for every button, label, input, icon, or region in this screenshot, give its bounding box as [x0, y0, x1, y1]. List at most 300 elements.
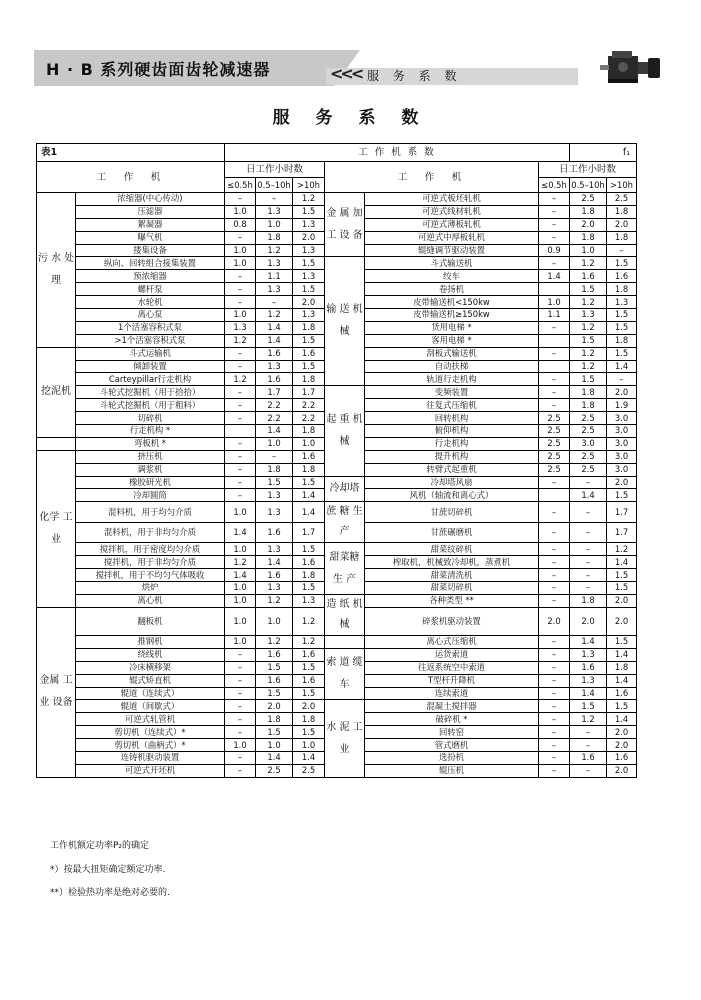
right-factor-long: 2.0 — [607, 739, 637, 752]
right-factor-mid: 1.5 — [570, 700, 607, 713]
left-factor-short: – — [225, 231, 256, 244]
right-factor-long: 1.5 — [607, 569, 637, 582]
left-machine-name: 橡胶研光机 — [76, 476, 225, 489]
left-factor-long: 1.3 — [293, 244, 325, 257]
right-factor-long: 3.0 — [607, 412, 637, 425]
table-row — [37, 193, 637, 206]
right-factor-short: – — [539, 700, 570, 713]
left-factor-long: 1.5 — [293, 476, 325, 489]
left-factor-long: 2.5 — [293, 764, 325, 777]
right-factor-mid: – — [570, 522, 607, 543]
left-factor-short: – — [225, 437, 256, 450]
left-factor-mid: 1.3 — [256, 257, 293, 270]
right-factor-long: 3.0 — [607, 450, 637, 463]
left-factor-short: 1.0 — [225, 205, 256, 218]
right-factor-short: – — [539, 661, 570, 674]
left-factor-short: – — [225, 764, 256, 777]
left-factor-mid: 1.0 — [256, 218, 293, 231]
left-factor-mid: 1.6 — [256, 569, 293, 582]
right-factor-long: 1.6 — [607, 751, 637, 764]
right-group-label: 索 道 缆 车 — [325, 648, 365, 700]
right-factor-short: – — [539, 751, 570, 764]
left-factor-mid: 1.3 — [256, 360, 293, 373]
left-factor-long: 1.5 — [293, 257, 325, 270]
right-machine-name: 甘蔗切碎机 — [365, 502, 539, 523]
right-factor-short: – — [539, 476, 570, 489]
right-factor-mid: – — [570, 726, 607, 739]
left-factor-long: 1.3 — [293, 270, 325, 283]
right-machine-name: 斗式输送机 — [365, 257, 539, 270]
left-factor-long: 1.8 — [293, 463, 325, 476]
left-factor-short: 1.0 — [225, 635, 256, 648]
right-factor-short: – — [539, 373, 570, 386]
left-factor-long: 1.8 — [293, 569, 325, 582]
left-factor-short: – — [225, 489, 256, 502]
left-factor-mid: 1.3 — [256, 502, 293, 523]
hours-header: 0.5–10h — [256, 178, 293, 193]
left-machine-name: Carteypillar行走机构 — [76, 373, 225, 386]
left-factor-long: 1.7 — [293, 386, 325, 399]
right-factor-long: 3.0 — [607, 425, 637, 438]
left-factor-mid: 1.3 — [256, 489, 293, 502]
left-factor-mid: 1.6 — [256, 674, 293, 687]
left-group-label: 污 水 处 理 — [37, 193, 76, 348]
table-row — [37, 257, 637, 270]
right-factor-mid: 1.2 — [570, 296, 607, 309]
right-machine-name: 可逆式中厚板轧机 — [365, 231, 539, 244]
left-factor-long: 1.8 — [293, 321, 325, 334]
right-group-label: 水 泥 工 业 — [325, 700, 365, 777]
left-factor-short: – — [225, 347, 256, 360]
left-factor-short: 0.8 — [225, 218, 256, 231]
right-factor-short: – — [539, 218, 570, 231]
left-machine-name: 压滤器 — [76, 205, 225, 218]
left-factor-short: – — [225, 283, 256, 296]
left-factor-mid: 1.8 — [256, 463, 293, 476]
right-factor-long: 1.8 — [607, 283, 637, 296]
left-machine-name: 辊道（连续式） — [76, 687, 225, 700]
right-group-label: 甜菜糖 生 产 — [325, 543, 365, 595]
left-factor-mid: 1.0 — [256, 437, 293, 450]
right-machine-name: 自动扶梯 — [365, 360, 539, 373]
right-factor-short: – — [539, 399, 570, 412]
right-factor-short — [539, 334, 570, 347]
left-factor-short — [225, 425, 256, 438]
right-factor-mid: 2.5 — [570, 193, 607, 206]
right-factor-mid: 1.3 — [570, 309, 607, 322]
left-factor-long: 1.6 — [293, 648, 325, 661]
left-machine-name: 挤压机 — [76, 450, 225, 463]
left-factor-mid: 1.4 — [256, 556, 293, 569]
right-machine-name: 甜菜清洗机 — [365, 569, 539, 582]
left-factor-mid: 1.2 — [256, 244, 293, 257]
left-factor-long: 1.5 — [293, 726, 325, 739]
left-factor-short: – — [225, 726, 256, 739]
left-machine-name: 剪切机（连续式）* — [76, 726, 225, 739]
left-factor-mid: 2.2 — [256, 399, 293, 412]
left-factor-long: 1.5 — [293, 543, 325, 556]
right-factor-short: – — [539, 594, 570, 607]
left-factor-short: – — [225, 270, 256, 283]
left-factor-long: 2.0 — [293, 700, 325, 713]
left-factor-short: 1.0 — [225, 582, 256, 595]
table-row — [37, 594, 637, 607]
left-factor-mid: 1.6 — [256, 522, 293, 543]
right-factor-long: 2.0 — [607, 607, 637, 635]
left-factor-mid: 1.2 — [256, 635, 293, 648]
left-factor-long: 1.5 — [293, 205, 325, 218]
right-factor-long: 1.4 — [607, 648, 637, 661]
left-factor-short: – — [225, 700, 256, 713]
right-factor-mid: – — [570, 739, 607, 752]
left-factor-short: – — [225, 296, 256, 309]
right-machine-name: 连续索道 — [365, 687, 539, 700]
hours-header: 0.5–10h — [570, 178, 607, 193]
right-factor-long: 1.9 — [607, 399, 637, 412]
right-factor-long: 1.4 — [607, 556, 637, 569]
left-machine-name: 行走机构 * — [76, 425, 225, 438]
right-machine-name: 转臂式起重机 — [365, 463, 539, 476]
right-factor-mid: 2.5 — [570, 450, 607, 463]
right-factor-long: 2.0 — [607, 476, 637, 489]
left-factor-mid: – — [256, 450, 293, 463]
left-factor-short: – — [225, 193, 256, 206]
left-factor-long: 2.2 — [293, 399, 325, 412]
table-row — [37, 700, 637, 713]
right-factor-mid: – — [570, 556, 607, 569]
left-factor-mid: 1.2 — [256, 309, 293, 322]
right-factor-short: 2.0 — [539, 607, 570, 635]
right-factor-mid: 2.5 — [570, 425, 607, 438]
left-factor-mid: 1.5 — [256, 661, 293, 674]
left-factor-long: 1.5 — [293, 661, 325, 674]
right-factor-long: 2.0 — [607, 594, 637, 607]
left-machine-name: 混料机，用于非均匀介质 — [76, 522, 225, 543]
left-factor-mid: 1.5 — [256, 687, 293, 700]
right-group-label: 蔗 糖 生 产 — [325, 502, 365, 543]
right-factor-long: – — [607, 244, 637, 257]
left-factor-mid: 1.4 — [256, 751, 293, 764]
col-hours-left: 日工作小时数 — [225, 162, 325, 178]
left-factor-mid: 1.7 — [256, 386, 293, 399]
note-rated-power: 工作机额定功率P₂的确定 — [50, 841, 150, 851]
table-row — [37, 543, 637, 556]
right-factor-long: 1.4 — [607, 674, 637, 687]
left-machine-name: 离心机 — [76, 594, 225, 607]
left-machine-name: 可逆式开坯机 — [76, 764, 225, 777]
left-factor-mid: 1.4 — [256, 334, 293, 347]
left-factor-short: 1.4 — [225, 569, 256, 582]
right-factor-short: – — [539, 556, 570, 569]
left-factor-short: 1.0 — [225, 257, 256, 270]
right-factor-mid: 1.8 — [570, 386, 607, 399]
right-factor-short: – — [539, 687, 570, 700]
left-machine-name: 浓缩器(中心传动) — [76, 193, 225, 206]
right-factor-long: 1.5 — [607, 321, 637, 334]
right-group-label: 金 属 加 工 设 备 — [325, 193, 365, 257]
right-factor-mid: 1.5 — [570, 283, 607, 296]
left-machine-name: 预浓缩器 — [76, 270, 225, 283]
right-factor-short: – — [539, 386, 570, 399]
right-machine-name: 可逆式板坯轧机 — [365, 193, 539, 206]
right-factor-mid: 1.2 — [570, 347, 607, 360]
right-factor-mid: – — [570, 502, 607, 523]
left-factor-short: – — [225, 450, 256, 463]
table-row — [37, 386, 637, 399]
right-factor-short: – — [539, 635, 570, 648]
right-factor-mid: – — [570, 582, 607, 595]
left-machine-name: 纵向、回转组合接集装置 — [76, 257, 225, 270]
right-factor-mid: – — [570, 476, 607, 489]
left-factor-long: 1.6 — [293, 347, 325, 360]
right-factor-short: 2.5 — [539, 412, 570, 425]
col-hours-right: 日工作小时数 — [539, 162, 637, 178]
right-factor-short — [539, 360, 570, 373]
header-title: H · B 系列硬齿面齿轮减速器 — [46, 60, 271, 79]
left-machine-name: 水轮机 — [76, 296, 225, 309]
right-factor-long: 1.5 — [607, 489, 637, 502]
right-factor-long: 1.8 — [607, 231, 637, 244]
header-subtitle: 服 务 系 数 — [367, 69, 462, 83]
left-factor-short: – — [225, 648, 256, 661]
left-machine-name: 连铸机驱动装置 — [76, 751, 225, 764]
right-factor-short: – — [539, 347, 570, 360]
left-machine-name: 可逆式轧管机 — [76, 713, 225, 726]
left-factor-long: 1.2 — [293, 635, 325, 648]
right-factor-mid: 1.8 — [570, 399, 607, 412]
right-factor-mid: 1.2 — [570, 713, 607, 726]
left-factor-short: – — [225, 476, 256, 489]
right-factor-short: – — [539, 674, 570, 687]
right-machine-name: 选扮机 — [365, 751, 539, 764]
right-machine-name: 绞车 — [365, 270, 539, 283]
hours-header: ≤0.5h — [225, 178, 256, 193]
right-factor-short: 1.0 — [539, 296, 570, 309]
right-factor-short — [539, 283, 570, 296]
right-factor-mid: 1.6 — [570, 751, 607, 764]
right-machine-name: 提升机构 — [365, 450, 539, 463]
left-factor-short: 1.2 — [225, 556, 256, 569]
right-factor-short: 1.1 — [539, 309, 570, 322]
right-factor-mid: 2.5 — [570, 412, 607, 425]
left-machine-name: 搅拌机，用于不均匀气体吸收 — [76, 569, 225, 582]
right-factor-short: – — [539, 543, 570, 556]
right-factor-long: 1.7 — [607, 522, 637, 543]
left-machine-name: 绕线机 — [76, 648, 225, 661]
right-factor-long: – — [607, 373, 637, 386]
left-factor-short: – — [225, 751, 256, 764]
left-machine-name: 辊式矫直机 — [76, 674, 225, 687]
right-factor-long: 3.0 — [607, 463, 637, 476]
right-machine-name: 榨取机，机械致冷却机，蒸煮机 — [365, 556, 539, 569]
left-machine-name: 辊道（间歇式） — [76, 700, 225, 713]
right-factor-mid: 1.2 — [570, 321, 607, 334]
hours-header: >10h — [293, 178, 325, 193]
col-machine-left: 工 作 机 — [37, 162, 225, 193]
left-group-label: 化学 工业 — [37, 450, 76, 607]
left-factor-mid: 1.8 — [256, 713, 293, 726]
left-factor-long: 2.2 — [293, 412, 325, 425]
left-factor-short: 1.0 — [225, 739, 256, 752]
right-factor-mid: – — [570, 569, 607, 582]
left-factor-mid: 2.5 — [256, 764, 293, 777]
right-machine-name: 客用电梯 * — [365, 334, 539, 347]
left-factor-long: 1.6 — [293, 674, 325, 687]
right-factor-short: – — [539, 739, 570, 752]
left-machine-name: 搅拌机，用于非均匀介质 — [76, 556, 225, 569]
left-factor-short: 1.3 — [225, 321, 256, 334]
right-factor-mid: 1.2 — [570, 257, 607, 270]
left-factor-long: 1.0 — [293, 739, 325, 752]
right-factor-short: 0.9 — [539, 244, 570, 257]
right-factor-short: – — [539, 569, 570, 582]
right-factor-long: 1.4 — [607, 713, 637, 726]
right-factor-mid: 1.5 — [570, 373, 607, 386]
left-factor-short: 1.0 — [225, 594, 256, 607]
left-factor-mid: 1.5 — [256, 476, 293, 489]
left-factor-mid: 1.6 — [256, 373, 293, 386]
right-machine-name: 甜菜切碎机 — [365, 582, 539, 595]
left-machine-name: 调浆机 — [76, 463, 225, 476]
left-factor-short: – — [225, 661, 256, 674]
right-factor-short: – — [539, 231, 570, 244]
right-machine-name: 辊缝调节驱动装置 — [365, 244, 539, 257]
left-machine-name: >1个活塞容积式泵 — [76, 334, 225, 347]
right-factor-short: – — [539, 257, 570, 270]
right-factor-short: – — [539, 582, 570, 595]
right-machine-name: 甘蔗碾磨机 — [365, 522, 539, 543]
left-factor-long: 1.4 — [293, 502, 325, 523]
right-machine-name: 卷扬机 — [365, 283, 539, 296]
right-factor-short: – — [539, 648, 570, 661]
left-factor-short: 1.0 — [225, 543, 256, 556]
right-factor-long: 2.0 — [607, 218, 637, 231]
hours-header: ≤0.5h — [539, 178, 570, 193]
right-factor-short: – — [539, 764, 570, 777]
right-machine-name: T型杆升降机 — [365, 674, 539, 687]
left-factor-mid: 1.3 — [256, 205, 293, 218]
right-factor-long: 1.5 — [607, 257, 637, 270]
right-factor-long: 1.8 — [607, 661, 637, 674]
right-factor-short: 2.5 — [539, 463, 570, 476]
left-factor-mid: 1.1 — [256, 270, 293, 283]
right-factor-mid: 1.8 — [570, 594, 607, 607]
right-machine-name: 俯仰机构 — [365, 425, 539, 438]
right-factor-short: 2.5 — [539, 425, 570, 438]
right-factor-long: 1.6 — [607, 687, 637, 700]
service-factor-table — [36, 143, 637, 778]
left-factor-mid: 1.6 — [256, 347, 293, 360]
left-factor-long: 1.2 — [293, 607, 325, 635]
note-max-torque: *）按最大扭矩确定额定功率. — [50, 865, 166, 875]
left-factor-mid: 1.4 — [256, 425, 293, 438]
gearbox-icon — [598, 46, 664, 86]
table-label: 表1 — [37, 144, 225, 162]
left-factor-short: – — [225, 399, 256, 412]
left-factor-long: 1.3 — [293, 594, 325, 607]
right-group-label: 起 重 机 械 — [325, 386, 365, 476]
right-factor-long: 1.2 — [607, 543, 637, 556]
left-factor-short: 1.0 — [225, 502, 256, 523]
hours-header: >10h — [607, 178, 637, 193]
right-machine-name: 风机（轴流和离心式） — [365, 489, 539, 502]
left-factor-mid: 2.0 — [256, 700, 293, 713]
left-machine-name: 曝气机 — [76, 231, 225, 244]
right-factor-short — [539, 489, 570, 502]
right-factor-mid: 1.6 — [570, 270, 607, 283]
left-factor-short: – — [225, 713, 256, 726]
note-thermal-power: **）检验热功率是绝对必要的. — [50, 888, 170, 898]
left-machine-name: 斗式运输机 — [76, 347, 225, 360]
right-machine-name: 可逆式薄板轧机 — [365, 218, 539, 231]
left-factor-mid: 2.2 — [256, 412, 293, 425]
table-row — [37, 635, 637, 648]
left-factor-long: 1.4 — [293, 751, 325, 764]
left-factor-short: – — [225, 386, 256, 399]
left-group-label: 挖泥机 — [37, 347, 76, 437]
right-factor-mid: – — [570, 543, 607, 556]
left-factor-mid: 1.5 — [256, 726, 293, 739]
left-factor-short: 1.0 — [225, 309, 256, 322]
right-factor-mid: 1.4 — [570, 687, 607, 700]
table-caption-row — [37, 144, 637, 162]
left-machine-name: 弯板机 * — [76, 437, 225, 450]
left-factor-long: 1.3 — [293, 218, 325, 231]
right-factor-long: 1.3 — [607, 296, 637, 309]
left-factor-short: – — [225, 412, 256, 425]
right-machine-name: 往返系统空中索道 — [365, 661, 539, 674]
right-machine-name: 离心式压缩机 — [365, 635, 539, 648]
left-machine-name: 斗轮式挖掘机（用于粗料） — [76, 399, 225, 412]
left-factor-mid: 1.0 — [256, 739, 293, 752]
right-machine-name: 各种类型 ** — [365, 594, 539, 607]
right-factor-mid: 2.0 — [570, 607, 607, 635]
left-group-label — [37, 437, 76, 450]
right-factor-short: 1.4 — [539, 270, 570, 283]
left-factor-short: – — [225, 674, 256, 687]
right-machine-name: 轨道行走机构 — [365, 373, 539, 386]
right-factor-long: 1.8 — [607, 334, 637, 347]
left-factor-mid: 1.8 — [256, 231, 293, 244]
right-machine-name: 往复式压缩机 — [365, 399, 539, 412]
right-factor-long: 1.5 — [607, 309, 637, 322]
right-factor-long: 1.5 — [607, 635, 637, 648]
left-factor-long: 2.0 — [293, 231, 325, 244]
right-machine-name: 破碎机 * — [365, 713, 539, 726]
right-factor-short: – — [539, 321, 570, 334]
left-factor-mid: 1.6 — [256, 648, 293, 661]
right-machine-name: 皮带输送机<150kw — [365, 296, 539, 309]
left-factor-long: 1.7 — [293, 522, 325, 543]
right-factor-long: 1.7 — [607, 502, 637, 523]
left-factor-mid: 1.3 — [256, 582, 293, 595]
left-factor-short: – — [225, 463, 256, 476]
right-machine-name: 可逆式线材轧机 — [365, 205, 539, 218]
right-factor-long: 1.6 — [607, 270, 637, 283]
table-row — [37, 476, 637, 489]
left-factor-short: – — [225, 687, 256, 700]
right-factor-long: 1.5 — [607, 582, 637, 595]
right-factor-mid: 2.0 — [570, 218, 607, 231]
left-machine-name: 倾卸装置 — [76, 360, 225, 373]
left-factor-long: 1.0 — [293, 437, 325, 450]
right-machine-name: 回转机构 — [365, 412, 539, 425]
right-factor-long: 2.0 — [607, 726, 637, 739]
right-machine-name: 混凝土搅拌器 — [365, 700, 539, 713]
right-group-label: 冷却塔 — [325, 476, 365, 502]
left-machine-name: 翻板机 — [76, 607, 225, 635]
left-machine-name: 螺杆泵 — [76, 283, 225, 296]
